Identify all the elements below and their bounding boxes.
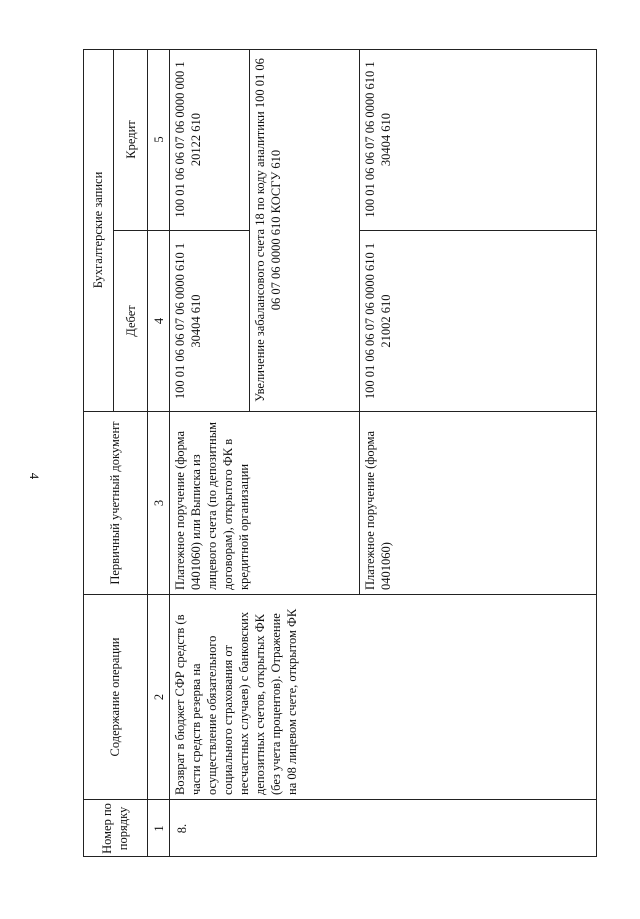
- entry-3-document: Платежное поручение (форма 0401060): [359, 412, 597, 595]
- page-number: 4: [27, 472, 42, 480]
- header-credit: Кредит: [113, 49, 147, 231]
- header-debit: Дебет: [113, 231, 147, 412]
- col-number-2: 2: [147, 595, 169, 800]
- entry-1-document: Платежное поручение (форма 0401060) или Выписка из лицевого счета (по депозитным договорам), открытого ФК в кредитной организации: [169, 412, 359, 595]
- header-document: Первичный учетный документ: [83, 412, 147, 595]
- row-content: Возврат в бюджет СФР средств (в части средств резерва на осуществление обязательного социального страхования от несчастных случаев) с банковских депозитных счетов, открытых ФК (без учета процентов). Отражение на 08 лицевом счете, открытом ФК: [169, 595, 597, 800]
- header-number: Номер по порядку: [100, 803, 130, 854]
- entry-3-credit: 100 01 06 06 07 06 0000 610 1 30404 610: [359, 49, 597, 231]
- col-number-1: 1: [147, 800, 169, 857]
- col-number-3: 3: [147, 412, 169, 595]
- header-accounting: Бухгалтерские записи: [83, 49, 113, 412]
- col-number-5: 5: [147, 49, 169, 231]
- accounting-table-rotated: [83, 49, 597, 857]
- entry-1-credit: 100 01 06 06 07 06 0000 000 1 20122 610: [169, 49, 249, 231]
- table-frame: [83, 49, 597, 857]
- row-number: 8.: [169, 800, 597, 857]
- entry-2-merged: Увеличение забалансового счета 18 по коду аналитики 100 01 06 06 07 06 0000 610 КОСГУ 610: [249, 49, 359, 412]
- accounting-table: [83, 49, 597, 857]
- col-number-4: 4: [147, 231, 169, 412]
- entry-1-debit: 100 01 06 06 07 06 0000 610 1 30404 610: [169, 231, 249, 412]
- header-content: Содержание операции: [83, 595, 147, 800]
- entry-3-debit: 100 01 06 06 07 06 0000 610 1 21002 610: [359, 231, 597, 412]
